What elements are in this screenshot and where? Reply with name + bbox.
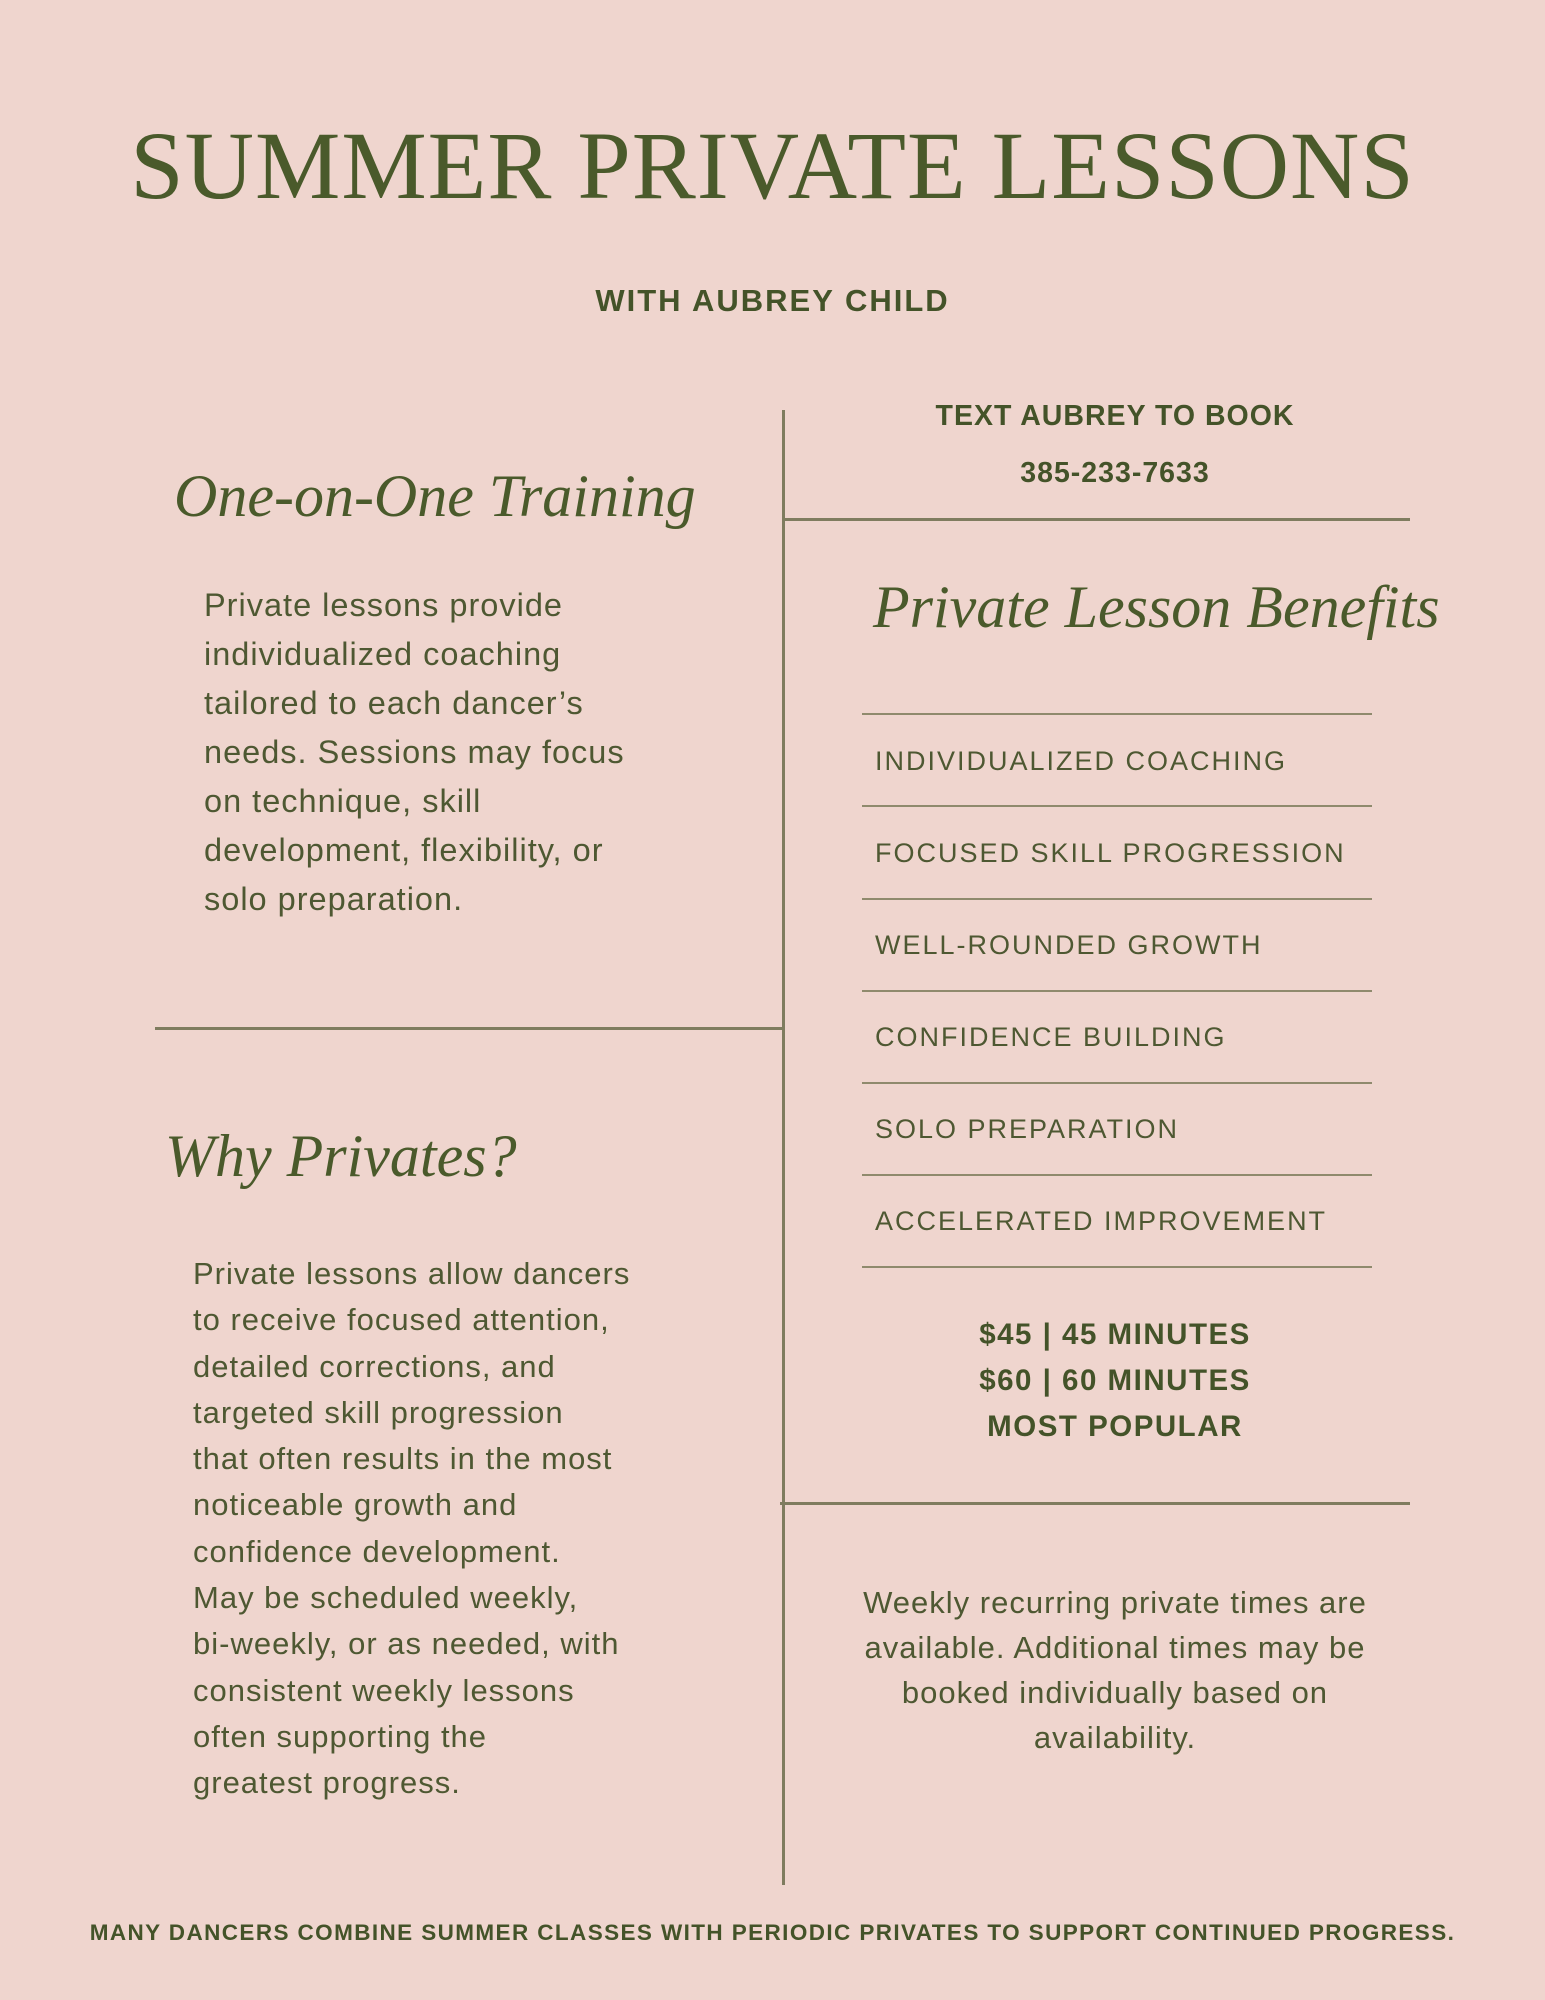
training-line: individualized coaching xyxy=(204,636,562,672)
pricing-divider xyxy=(780,1502,1410,1505)
most-popular-badge: MOST POPULAR xyxy=(987,1410,1243,1443)
availability-line: availability. xyxy=(1033,1720,1197,1755)
benefit-rule xyxy=(862,898,1372,900)
benefit-rule xyxy=(862,1174,1372,1176)
page-title: SUMMER PRIVATE LESSONS xyxy=(130,112,1415,219)
why-text xyxy=(193,1251,630,1807)
training-line: Private lessons provide xyxy=(204,587,563,623)
why-line: often supporting the xyxy=(193,1718,488,1754)
training-line: tailored to each dancer’s xyxy=(204,685,584,721)
footer-note: MANY DANCERS COMBINE SUMMER CLASSES WITH PERIODIC PRIVATES TO SUPPORT CONTINUED PROGRESS. xyxy=(89,1920,1456,1945)
benefit-rule xyxy=(862,713,1372,715)
benefits-heading: Private Lesson Benefits xyxy=(873,574,1440,640)
benefit-rule xyxy=(862,805,1372,807)
benefit-rule xyxy=(862,1082,1372,1084)
benefit-item: WELL-ROUNDED GROWTH xyxy=(875,930,1263,960)
availability-line: Weekly recurring private times are xyxy=(863,1585,1367,1620)
why-line: that often results in the most xyxy=(193,1441,613,1477)
why-line: noticeable growth and xyxy=(193,1487,518,1523)
benefit-rule xyxy=(862,990,1372,992)
page-subtitle: WITH AUBREY CHILD xyxy=(595,283,950,318)
contact-label: TEXT AUBREY TO BOOK xyxy=(935,400,1295,432)
contact-phone[interactable]: 385-233-7633 xyxy=(1020,457,1210,489)
benefit-item: SOLO PREPARATION xyxy=(875,1114,1180,1144)
benefit-item: FOCUSED SKILL PROGRESSION xyxy=(875,838,1346,868)
price-60-minutes: $60 | 60 MINUTES xyxy=(979,1364,1251,1397)
why-line: detailed corrections, and xyxy=(193,1348,556,1384)
availability-line: booked individually based on xyxy=(901,1675,1329,1710)
availability-text xyxy=(785,1580,1445,1760)
benefit-item: INDIVIDUALIZED COACHING xyxy=(875,746,1288,776)
why-line: Private lessons allow dancers xyxy=(193,1256,631,1291)
training-line: solo preparation. xyxy=(204,881,464,917)
why-line: May be scheduled weekly, xyxy=(193,1580,579,1616)
training-text xyxy=(204,581,625,924)
why-heading: Why Privates? xyxy=(165,1123,517,1189)
training-line: development, flexibility, or xyxy=(204,832,604,868)
benefit-rule xyxy=(862,1266,1372,1268)
availability-line: available. Additional times may be xyxy=(864,1630,1366,1665)
why-line: to receive focused attention, xyxy=(193,1302,610,1338)
why-line: greatest progress. xyxy=(193,1765,461,1801)
training-heading: One-on-One Training xyxy=(174,463,696,529)
training-line: needs. Sessions may focus xyxy=(204,734,625,770)
benefit-item: CONFIDENCE BUILDING xyxy=(875,1022,1227,1052)
benefit-item: ACCELERATED IMPROVEMENT xyxy=(875,1206,1328,1236)
why-line: bi-weekly, or as needed, with xyxy=(193,1626,620,1662)
why-line: confidence development. xyxy=(193,1533,561,1569)
contact-divider xyxy=(785,518,1410,521)
price-45-minutes: $45 | 45 MINUTES xyxy=(979,1318,1251,1351)
training-line: on technique, skill xyxy=(204,783,482,819)
left-section-divider xyxy=(155,1027,785,1030)
why-line: consistent weekly lessons xyxy=(193,1672,575,1708)
why-line: targeted skill progression xyxy=(193,1394,564,1430)
